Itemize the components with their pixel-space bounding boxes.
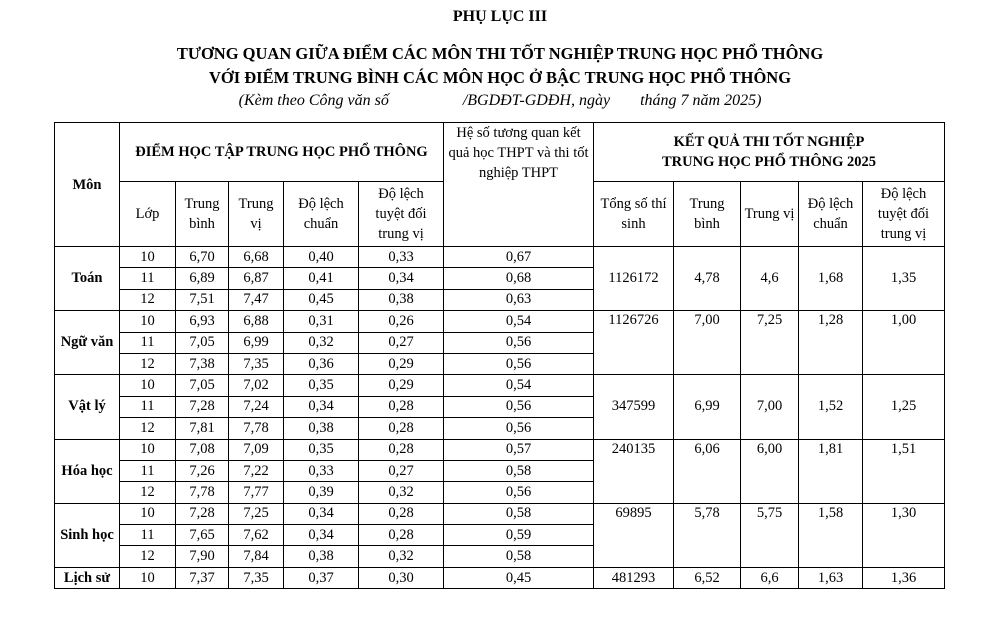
cell-lop: 10 xyxy=(120,375,176,396)
document-reference-note xyxy=(0,92,1000,110)
cell-exam-trung-vi: 4,6 xyxy=(741,247,799,311)
cell-trung-vi: 7,35 xyxy=(229,353,284,374)
cell-do-lech-tuyet-doi: 0,32 xyxy=(359,546,444,567)
cell-trung-vi: 6,88 xyxy=(229,311,284,332)
cell-he-so-tuong-quan: 0,63 xyxy=(444,289,594,310)
note-part-3: tháng 7 năm 2025) xyxy=(640,92,762,109)
cell-trung-vi: 7,24 xyxy=(229,396,284,417)
cell-he-so-tuong-quan: 0,58 xyxy=(444,503,594,524)
correlation-table xyxy=(54,122,945,589)
cell-lop: 12 xyxy=(120,418,176,439)
cell-trung-vi: 7,62 xyxy=(229,525,284,546)
cell-exam-trung-vi: 7,25 xyxy=(741,311,799,375)
cell-do-lech-tuyet-doi: 0,38 xyxy=(359,289,444,310)
cell-trung-binh: 7,78 xyxy=(176,482,229,503)
cell-exam-do-lech-tuyet-doi: 1,36 xyxy=(863,567,945,588)
cell-he-so-tuong-quan: 0,56 xyxy=(444,482,594,503)
group-header-exam-line-2: TRUNG HỌC PHỔ THÔNG 2025 xyxy=(661,154,877,170)
cell-exam-do-lech-tuyet-doi: 1,25 xyxy=(863,375,945,439)
cell-trung-binh: 7,28 xyxy=(176,503,229,524)
cell-exam-trung-binh: 6,99 xyxy=(674,375,741,439)
group-header-correlation: Hệ số tương quan kết quả học THPT và thi tốt nghiệp THPT xyxy=(444,123,594,247)
cell-do-lech-chuan: 0,40 xyxy=(284,247,359,268)
cell-he-so-tuong-quan: 0,59 xyxy=(444,525,594,546)
col-header-do-lech-tuyet-doi: Độ lệch tuyệt đối trung vị xyxy=(359,182,444,247)
cell-exam-trung-vi: 5,75 xyxy=(741,503,799,567)
col-header-tong-so-thi-sinh: Tổng số thí sinh xyxy=(594,182,674,247)
cell-exam-do-lech-chuan: 1,81 xyxy=(799,439,863,503)
cell-do-lech-chuan: 0,35 xyxy=(284,375,359,396)
col-header-mon: Môn xyxy=(55,123,120,247)
cell-trung-vi: 6,87 xyxy=(229,268,284,289)
cell-do-lech-chuan: 0,33 xyxy=(284,460,359,481)
cell-trung-binh: 6,93 xyxy=(176,311,229,332)
cell-exam-do-lech-chuan: 1,52 xyxy=(799,375,863,439)
cell-do-lech-tuyet-doi: 0,33 xyxy=(359,247,444,268)
col-header-trung-binh: Trung bình xyxy=(176,182,229,247)
cell-do-lech-tuyet-doi: 0,28 xyxy=(359,396,444,417)
cell-he-so-tuong-quan: 0,54 xyxy=(444,311,594,332)
cell-lop: 11 xyxy=(120,460,176,481)
cell-trung-binh: 7,81 xyxy=(176,418,229,439)
cell-exam-tong-so: 481293 xyxy=(594,567,674,588)
cell-trung-binh: 6,89 xyxy=(176,268,229,289)
cell-trung-vi: 7,77 xyxy=(229,482,284,503)
table-row xyxy=(55,375,945,396)
table-row xyxy=(55,567,945,588)
cell-do-lech-chuan: 0,45 xyxy=(284,289,359,310)
cell-exam-tong-so: 1126172 xyxy=(594,247,674,311)
cell-do-lech-chuan: 0,41 xyxy=(284,268,359,289)
subject-name: Vật lý xyxy=(55,375,120,439)
cell-do-lech-chuan: 0,34 xyxy=(284,396,359,417)
cell-exam-tong-so: 240135 xyxy=(594,439,674,503)
cell-trung-binh: 7,05 xyxy=(176,375,229,396)
note-part-1: (Kèm theo Công văn số xyxy=(238,92,389,109)
cell-trung-vi: 7,78 xyxy=(229,418,284,439)
cell-do-lech-tuyet-doi: 0,29 xyxy=(359,353,444,374)
cell-trung-vi: 7,47 xyxy=(229,289,284,310)
cell-trung-binh: 7,90 xyxy=(176,546,229,567)
cell-exam-trung-binh: 7,00 xyxy=(674,311,741,375)
cell-lop: 11 xyxy=(120,332,176,353)
cell-do-lech-chuan: 0,36 xyxy=(284,353,359,374)
cell-exam-trung-binh: 6,06 xyxy=(674,439,741,503)
cell-exam-tong-so: 1126726 xyxy=(594,311,674,375)
cell-trung-binh: 7,51 xyxy=(176,289,229,310)
cell-trung-binh: 6,70 xyxy=(176,247,229,268)
group-header-exam xyxy=(594,123,945,182)
cell-lop: 12 xyxy=(120,482,176,503)
cell-exam-do-lech-tuyet-doi: 1,51 xyxy=(863,439,945,503)
cell-lop: 12 xyxy=(120,353,176,374)
cell-he-so-tuong-quan: 0,54 xyxy=(444,375,594,396)
col-header-trung-vi: Trung vị xyxy=(229,182,284,247)
cell-trung-vi: 7,35 xyxy=(229,567,284,588)
cell-he-so-tuong-quan: 0,56 xyxy=(444,353,594,374)
cell-exam-tong-so: 69895 xyxy=(594,503,674,567)
cell-lop: 10 xyxy=(120,567,176,588)
cell-lop: 11 xyxy=(120,268,176,289)
cell-trung-binh: 7,65 xyxy=(176,525,229,546)
cell-do-lech-chuan: 0,31 xyxy=(284,311,359,332)
cell-exam-trung-vi: 7,00 xyxy=(741,375,799,439)
cell-exam-do-lech-tuyet-doi: 1,35 xyxy=(863,247,945,311)
note-part-2: /BGDĐT-GDĐH, ngày xyxy=(462,92,611,109)
cell-he-so-tuong-quan: 0,58 xyxy=(444,546,594,567)
cell-exam-do-lech-tuyet-doi: 1,00 xyxy=(863,311,945,375)
cell-trung-binh: 7,08 xyxy=(176,439,229,460)
cell-exam-trung-binh: 5,78 xyxy=(674,503,741,567)
cell-trung-vi: 6,99 xyxy=(229,332,284,353)
group-header-school: ĐIỂM HỌC TẬP TRUNG HỌC PHỔ THÔNG xyxy=(120,123,444,182)
subject-name: Hóa học xyxy=(55,439,120,503)
cell-exam-tong-so: 347599 xyxy=(594,375,674,439)
cell-do-lech-chuan: 0,34 xyxy=(284,503,359,524)
subject-name: Sinh học xyxy=(55,503,120,567)
cell-he-so-tuong-quan: 0,56 xyxy=(444,332,594,353)
table-row xyxy=(55,247,945,268)
cell-do-lech-tuyet-doi: 0,27 xyxy=(359,460,444,481)
cell-trung-vi: 7,25 xyxy=(229,503,284,524)
cell-exam-trung-vi: 6,00 xyxy=(741,439,799,503)
cell-trung-vi: 6,68 xyxy=(229,247,284,268)
table-row xyxy=(55,311,945,332)
cell-do-lech-tuyet-doi: 0,32 xyxy=(359,482,444,503)
cell-trung-binh: 7,37 xyxy=(176,567,229,588)
cell-he-so-tuong-quan: 0,58 xyxy=(444,460,594,481)
cell-exam-do-lech-chuan: 1,63 xyxy=(799,567,863,588)
cell-lop: 12 xyxy=(120,289,176,310)
cell-trung-vi: 7,22 xyxy=(229,460,284,481)
cell-exam-do-lech-tuyet-doi: 1,30 xyxy=(863,503,945,567)
cell-he-so-tuong-quan: 0,56 xyxy=(444,396,594,417)
cell-do-lech-tuyet-doi: 0,30 xyxy=(359,567,444,588)
col-header-exam-trung-vi: Trung vị xyxy=(741,182,799,247)
appendix-title: PHỤ LỤC III xyxy=(452,8,548,25)
subject-name: Toán xyxy=(55,247,120,311)
cell-trung-vi: 7,02 xyxy=(229,375,284,396)
cell-he-so-tuong-quan: 0,56 xyxy=(444,418,594,439)
cell-do-lech-chuan: 0,34 xyxy=(284,525,359,546)
cell-do-lech-chuan: 0,37 xyxy=(284,567,359,588)
cell-he-so-tuong-quan: 0,67 xyxy=(444,247,594,268)
cell-do-lech-chuan: 0,32 xyxy=(284,332,359,353)
cell-do-lech-chuan: 0,39 xyxy=(284,482,359,503)
table-row xyxy=(55,439,945,460)
cell-lop: 11 xyxy=(120,525,176,546)
cell-do-lech-tuyet-doi: 0,28 xyxy=(359,525,444,546)
cell-he-so-tuong-quan: 0,68 xyxy=(444,268,594,289)
cell-trung-binh: 7,38 xyxy=(176,353,229,374)
cell-trung-binh: 7,26 xyxy=(176,460,229,481)
col-header-do-lech-chuan: Độ lệch chuẩn xyxy=(284,182,359,247)
subject-name: Lịch sử xyxy=(55,567,120,588)
cell-exam-trung-binh: 4,78 xyxy=(674,247,741,311)
cell-do-lech-tuyet-doi: 0,26 xyxy=(359,311,444,332)
cell-exam-trung-vi: 6,6 xyxy=(741,567,799,588)
document-subtitle-line-1: TƯƠNG QUAN GIỮA ĐIỂM CÁC MÔN THI TỐT NGHIỆP TRUNG HỌC PHỔ THÔNG xyxy=(176,44,824,63)
cell-lop: 10 xyxy=(120,247,176,268)
cell-he-so-tuong-quan: 0,57 xyxy=(444,439,594,460)
document-subtitle-line-2: VỚI ĐIỂM TRUNG BÌNH CÁC MÔN HỌC Ở BẬC TRUNG HỌC PHỔ THÔNG xyxy=(208,68,792,87)
table-row xyxy=(55,503,945,524)
cell-trung-vi: 7,84 xyxy=(229,546,284,567)
cell-do-lech-chuan: 0,38 xyxy=(284,418,359,439)
cell-do-lech-tuyet-doi: 0,29 xyxy=(359,375,444,396)
col-header-exam-trung-binh: Trung bình xyxy=(674,182,741,247)
cell-exam-do-lech-chuan: 1,68 xyxy=(799,247,863,311)
cell-do-lech-chuan: 0,35 xyxy=(284,439,359,460)
cell-trung-binh: 7,28 xyxy=(176,396,229,417)
cell-exam-trung-binh: 6,52 xyxy=(674,567,741,588)
group-header-exam-line-1: KẾT QUẢ THI TỐT NGHIỆP xyxy=(673,134,865,150)
cell-do-lech-tuyet-doi: 0,28 xyxy=(359,503,444,524)
cell-do-lech-chuan: 0,38 xyxy=(284,546,359,567)
cell-do-lech-tuyet-doi: 0,28 xyxy=(359,439,444,460)
cell-do-lech-tuyet-doi: 0,28 xyxy=(359,418,444,439)
cell-exam-do-lech-chuan: 1,28 xyxy=(799,311,863,375)
cell-lop: 12 xyxy=(120,546,176,567)
cell-lop: 10 xyxy=(120,311,176,332)
cell-exam-do-lech-chuan: 1,58 xyxy=(799,503,863,567)
cell-do-lech-tuyet-doi: 0,34 xyxy=(359,268,444,289)
col-header-exam-do-lech-tuyet-doi: Độ lệch tuyệt đối trung vị xyxy=(863,182,945,247)
cell-trung-vi: 7,09 xyxy=(229,439,284,460)
col-header-lop: Lớp xyxy=(120,182,176,247)
cell-lop: 10 xyxy=(120,503,176,524)
cell-trung-binh: 7,05 xyxy=(176,332,229,353)
subject-name: Ngữ văn xyxy=(55,311,120,375)
col-header-exam-do-lech-chuan: Độ lệch chuẩn xyxy=(799,182,863,247)
cell-do-lech-tuyet-doi: 0,27 xyxy=(359,332,444,353)
cell-he-so-tuong-quan: 0,45 xyxy=(444,567,594,588)
cell-lop: 11 xyxy=(120,396,176,417)
cell-lop: 10 xyxy=(120,439,176,460)
